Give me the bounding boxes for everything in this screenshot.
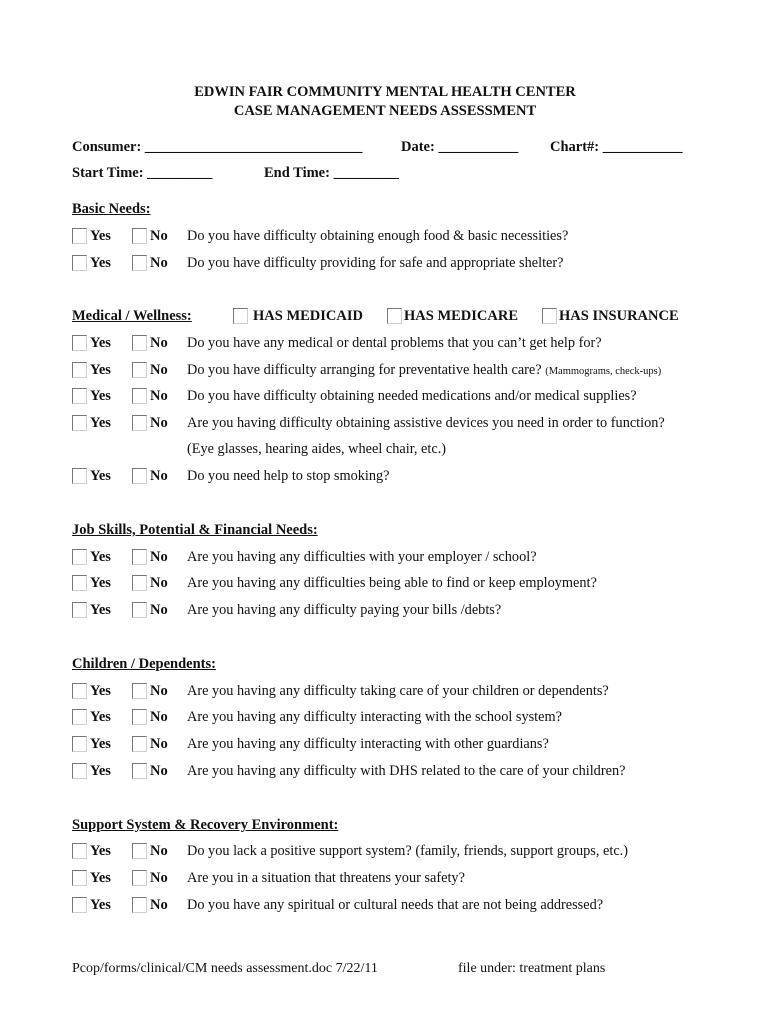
yes-label: Yes bbox=[90, 228, 111, 244]
question-text: Are you having any difficulties being able to find or keep employment? bbox=[187, 575, 597, 591]
yes-label: Yes bbox=[90, 897, 111, 913]
no-label: No bbox=[150, 709, 168, 725]
yes-checkbox[interactable] bbox=[72, 415, 87, 431]
question-note: (Eye glasses, hearing aides, wheel chair, etc.) bbox=[187, 441, 447, 457]
yes-label: Yes bbox=[90, 709, 111, 725]
no-checkbox[interactable] bbox=[132, 602, 147, 618]
footer-file-path: Pcop/forms/clinical/CM needs assessment.doc 7/22/11 bbox=[72, 961, 378, 976]
has-insurance-label: HAS INSURANCE bbox=[559, 308, 679, 324]
yes-label: Yes bbox=[90, 335, 111, 351]
form-title: CASE MANAGEMENT NEEDS ASSESSMENT bbox=[233, 103, 537, 119]
start-time-field[interactable]: Start Time: _________ bbox=[72, 165, 213, 181]
yes-checkbox[interactable] bbox=[72, 549, 87, 565]
no-label: No bbox=[150, 415, 168, 431]
no-checkbox[interactable] bbox=[132, 415, 147, 431]
question-text: Are you in a situation that threatens your safety? bbox=[187, 870, 465, 886]
section-title-job-skills: Job Skills, Potential & Financial Needs: bbox=[72, 522, 318, 538]
no-label: No bbox=[150, 843, 168, 859]
no-checkbox[interactable] bbox=[132, 255, 147, 271]
no-checkbox[interactable] bbox=[132, 897, 147, 913]
yes-checkbox[interactable] bbox=[72, 709, 87, 725]
yes-checkbox[interactable] bbox=[72, 228, 87, 244]
yes-label: Yes bbox=[90, 415, 111, 431]
question-text: Are you having any difficulty interacting with other guardians? bbox=[187, 736, 549, 752]
yes-checkbox[interactable] bbox=[72, 683, 87, 699]
question-text: Are you having any difficulty with DHS related to the care of your children? bbox=[187, 763, 626, 779]
no-label: No bbox=[150, 575, 168, 591]
yes-checkbox[interactable] bbox=[72, 763, 87, 779]
no-checkbox[interactable] bbox=[132, 843, 147, 859]
yes-label: Yes bbox=[90, 468, 111, 484]
question-main-text: Do you have difficulty arranging for preventative health care? bbox=[187, 362, 542, 378]
section-title-medical-wellness: Medical / Wellness: bbox=[72, 308, 192, 324]
yes-checkbox[interactable] bbox=[72, 897, 87, 913]
has-medicaid-label: HAS MEDICAID bbox=[253, 308, 363, 324]
yes-label: Yes bbox=[90, 763, 111, 779]
no-label: No bbox=[150, 683, 168, 699]
no-label: No bbox=[150, 388, 168, 404]
no-checkbox[interactable] bbox=[132, 335, 147, 351]
has-insurance-checkbox[interactable] bbox=[542, 308, 557, 324]
no-checkbox[interactable] bbox=[132, 683, 147, 699]
yes-checkbox[interactable] bbox=[72, 843, 87, 859]
no-label: No bbox=[150, 736, 168, 752]
question-text: Do you need help to stop smoking? bbox=[187, 468, 390, 484]
yes-label: Yes bbox=[90, 602, 111, 618]
chart-field[interactable]: Chart#: ___________ bbox=[550, 139, 683, 155]
no-label: No bbox=[150, 468, 168, 484]
section-title-children: Children / Dependents: bbox=[72, 656, 216, 672]
yes-checkbox[interactable] bbox=[72, 362, 87, 378]
yes-label: Yes bbox=[90, 683, 111, 699]
yes-checkbox[interactable] bbox=[72, 468, 87, 484]
no-checkbox[interactable] bbox=[132, 763, 147, 779]
no-checkbox[interactable] bbox=[132, 709, 147, 725]
footer-file-under: file under: treatment plans bbox=[458, 961, 606, 976]
yes-label: Yes bbox=[90, 362, 111, 378]
yes-checkbox[interactable] bbox=[72, 870, 87, 886]
question-text: Are you having any difficulty interacting with the school system? bbox=[187, 709, 562, 725]
no-label: No bbox=[150, 335, 168, 351]
question-text: Do you have any medical or dental problems that you can’t get help for? bbox=[187, 335, 602, 351]
no-checkbox[interactable] bbox=[132, 362, 147, 378]
no-label: No bbox=[150, 255, 168, 271]
no-label: No bbox=[150, 897, 168, 913]
section-title-basic-needs: Basic Needs: bbox=[72, 201, 151, 217]
has-medicaid-checkbox[interactable] bbox=[233, 308, 248, 324]
has-medicare-label: HAS MEDICARE bbox=[404, 308, 518, 324]
no-checkbox[interactable] bbox=[132, 388, 147, 404]
question-note: (Mammograms, check-ups) bbox=[545, 366, 662, 377]
no-checkbox[interactable] bbox=[132, 736, 147, 752]
yes-checkbox[interactable] bbox=[72, 255, 87, 271]
no-label: No bbox=[150, 763, 168, 779]
yes-checkbox[interactable] bbox=[72, 736, 87, 752]
no-checkbox[interactable] bbox=[132, 870, 147, 886]
yes-label: Yes bbox=[90, 549, 111, 565]
question-text: Do you have difficulty obtaining needed medications and/or medical supplies? bbox=[187, 388, 637, 404]
section-title-support-system: Support System & Recovery Environment: bbox=[72, 817, 339, 833]
yes-label: Yes bbox=[90, 870, 111, 886]
yes-checkbox[interactable] bbox=[72, 388, 87, 404]
question-text: Do you have difficulty providing for safe and appropriate shelter? bbox=[187, 255, 564, 271]
question-text: Do you have difficulty obtaining enough food & basic necessities? bbox=[187, 228, 569, 244]
no-label: No bbox=[150, 549, 168, 565]
no-label: No bbox=[150, 362, 168, 378]
no-label: No bbox=[150, 228, 168, 244]
question-text: Do you lack a positive support system? (family, friends, support groups, etc.) bbox=[187, 843, 628, 859]
yes-checkbox[interactable] bbox=[72, 575, 87, 591]
yes-label: Yes bbox=[90, 255, 111, 271]
no-label: No bbox=[150, 870, 168, 886]
yes-label: Yes bbox=[90, 736, 111, 752]
yes-checkbox[interactable] bbox=[72, 602, 87, 618]
org-name: EDWIN FAIR COMMUNITY MENTAL HEALTH CENTER bbox=[194, 84, 576, 100]
no-checkbox[interactable] bbox=[132, 468, 147, 484]
no-checkbox[interactable] bbox=[132, 228, 147, 244]
question-text bbox=[187, 362, 661, 379]
yes-label: Yes bbox=[90, 575, 111, 591]
consumer-field[interactable]: Consumer: ______________________________ bbox=[72, 139, 363, 155]
question-text: Are you having any difficulties with your employer / school? bbox=[187, 549, 537, 565]
question-text: Are you having any difficulty taking care of your children or dependents? bbox=[187, 683, 609, 699]
yes-label: Yes bbox=[90, 843, 111, 859]
question-text: Do you have any spiritual or cultural needs that are not being addressed? bbox=[187, 897, 604, 913]
no-checkbox[interactable] bbox=[132, 575, 147, 591]
has-medicare-checkbox[interactable] bbox=[387, 308, 402, 324]
no-checkbox[interactable] bbox=[132, 549, 147, 565]
date-field[interactable]: Date: ___________ bbox=[401, 139, 519, 155]
question-text: Are you having difficulty obtaining assistive devices you need in order to function? bbox=[187, 415, 665, 431]
no-label: No bbox=[150, 602, 168, 618]
end-time-field[interactable]: End Time: _________ bbox=[264, 165, 399, 181]
yes-checkbox[interactable] bbox=[72, 335, 87, 351]
yes-label: Yes bbox=[90, 388, 111, 404]
question-text: Are you having any difficulty paying your bills /debts? bbox=[187, 602, 502, 618]
